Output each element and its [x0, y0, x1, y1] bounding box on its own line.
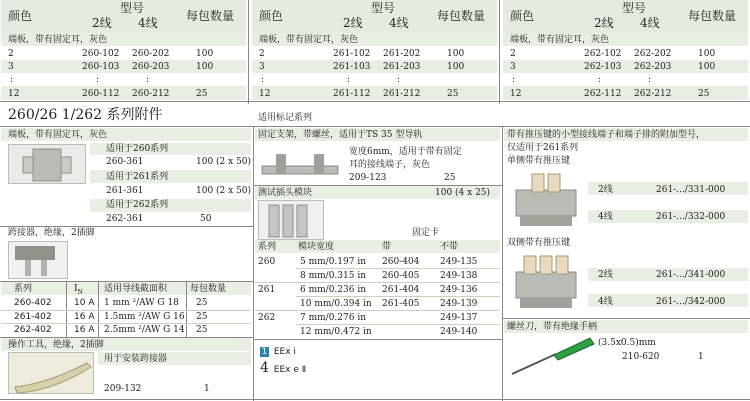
- tool-desc: 用于安装跨接器: [104, 354, 168, 364]
- fixing-row: 249-140: [440, 327, 478, 337]
- push-d2-code: 261-.../341-000: [656, 270, 726, 280]
- jumper-row: 25: [196, 325, 208, 335]
- fixing-row: 249-136: [440, 285, 478, 295]
- bracket-d2: 耳的接线端子，灰色: [349, 160, 431, 170]
- bracket-qty: 25: [444, 173, 456, 183]
- cell: 261-202: [383, 49, 421, 59]
- cell: 3: [259, 62, 265, 72]
- push-t2: 仅适用于261系列: [507, 143, 579, 153]
- header-pack: 每包数量: [186, 9, 235, 23]
- cell: 2: [510, 49, 516, 59]
- endplate-l2: 适用于261系列: [106, 172, 169, 182]
- cell: :: [648, 75, 652, 85]
- terminal-double-image: [510, 250, 582, 314]
- test-plug-image: [258, 200, 324, 240]
- fixing-h-with: 带: [382, 242, 392, 252]
- cell: 3: [510, 62, 516, 72]
- push-d2-label: 2线: [598, 270, 613, 280]
- push-s4-label: 4线: [598, 212, 613, 222]
- screwdriver-size: (3.5x0.5)mm: [598, 338, 656, 348]
- jumper-row: 25: [196, 312, 208, 322]
- cell: 100: [698, 62, 716, 72]
- jumper-row: 261-402: [14, 312, 52, 322]
- fixing-row: 261: [258, 285, 276, 295]
- header-model: 型号: [120, 1, 145, 15]
- endplate-image: [8, 144, 86, 184]
- fixing-row: 7 mm/0.276 in: [300, 313, 366, 323]
- eex-num-2: 4: [260, 360, 269, 376]
- cell: 25: [447, 89, 459, 99]
- jumper-row: 16 A: [74, 325, 95, 335]
- cell: :: [397, 75, 401, 85]
- cell: 12: [259, 89, 271, 99]
- cell: 261-102: [333, 49, 371, 59]
- fixing-row: 5 mm/0.197 in: [300, 257, 366, 267]
- tool-image: [8, 352, 94, 394]
- screwdriver-qty: 1: [698, 352, 704, 362]
- cell: 3: [8, 62, 14, 72]
- fixing-row: 261-405: [382, 299, 420, 309]
- header-color: 颜色: [8, 9, 33, 23]
- endplate-c1: 260-361: [106, 157, 144, 167]
- tool-qty: 1: [204, 384, 210, 394]
- cell: :: [512, 75, 516, 85]
- fixing-h-without: 不带: [440, 242, 459, 252]
- fixing-row: 260: [258, 257, 276, 267]
- cell: 262-102: [584, 49, 622, 59]
- fixing-header-band: [255, 240, 500, 253]
- cell: 100: [447, 62, 465, 72]
- push-s2-code: 261-.../331-000: [656, 185, 726, 195]
- endplate-c3: 262-361: [106, 214, 144, 224]
- jumper-row: 16 A: [74, 312, 95, 322]
- tool-title: 操作工具，绝缘，2插脚: [8, 340, 104, 350]
- cell: :: [96, 75, 100, 85]
- fixing-h-width: 模块宽度: [298, 242, 335, 252]
- endplate-q1: 100 (2 x 50): [196, 157, 252, 167]
- cell: :: [347, 75, 351, 85]
- endplate-q2: 100 (2 x 50): [196, 186, 252, 196]
- cell: 260-212: [132, 89, 170, 99]
- fixing-row: 249-137: [440, 313, 478, 323]
- header-4wire: 4线: [389, 16, 409, 30]
- fixing-row: 10 mm/0.394 in: [300, 299, 372, 309]
- bracket-title: 固定支架，带螺丝，适用于TS 35 型导轨: [258, 130, 423, 140]
- cell: :: [261, 75, 265, 85]
- jumper-row: 262-402: [14, 325, 52, 335]
- push-double: 双侧带有推压键: [507, 238, 571, 248]
- panel-subtitle: 端板，带有固定耳，灰色: [510, 35, 610, 45]
- test-qty: 100 (4 x 25): [435, 188, 491, 198]
- marker-series-title: 适用标记系列: [258, 113, 313, 123]
- bracket-image: [258, 146, 342, 184]
- eex-text-1: EEx i: [273, 347, 296, 357]
- cell: 261-203: [383, 62, 421, 72]
- row-band-3b: [503, 86, 748, 100]
- bracket-code: 209-123: [349, 173, 387, 183]
- cell: 261-112: [333, 89, 371, 99]
- cell: 100: [196, 62, 214, 72]
- cell: 100: [698, 49, 716, 59]
- header-2wire: 2线: [594, 16, 614, 30]
- fixing-row: 260-404: [382, 257, 420, 267]
- jumper-h-pack: 每包数量: [190, 284, 227, 294]
- jumper-row: 25: [196, 298, 208, 308]
- fixing-row: 6 mm/0.236 in: [300, 285, 366, 295]
- push-single: 单侧带有推压键: [507, 156, 571, 166]
- cell: 260-103: [82, 62, 120, 72]
- header-2wire: 2线: [92, 16, 112, 30]
- cell: 262-203: [634, 62, 672, 72]
- cell: 2: [259, 49, 265, 59]
- header-2wire: 2线: [343, 16, 363, 30]
- endplate-q3: 50: [200, 214, 212, 224]
- fixing-row: 249-138: [440, 271, 478, 281]
- jumper-title: 跨接器，绝缘，2插脚: [8, 228, 95, 238]
- jumper-row: 1.5mm ²/AW G 16: [104, 312, 185, 322]
- cell: :: [10, 75, 14, 85]
- jumper-h-in: [74, 284, 83, 297]
- push-t1: 带有推压键的小型接线端子和端子排的附加型号，: [507, 130, 706, 140]
- screwdriver-title: 螺丝刀，带有绝缘手柄: [507, 322, 598, 332]
- fixing-row: 262: [258, 313, 276, 323]
- fixing-row: 12 mm/0.472 in: [300, 327, 372, 337]
- eex-num-1: 1: [261, 347, 268, 357]
- header-model: 型号: [371, 1, 396, 15]
- test-title: 测试插头模块: [258, 188, 313, 198]
- jumper-row: 260-402: [14, 298, 52, 308]
- cell: 261-212: [383, 89, 421, 99]
- cell: :: [598, 75, 602, 85]
- push-s2-label: 2线: [598, 185, 613, 195]
- cell: 262-202: [634, 49, 672, 59]
- cell: 260-102: [82, 49, 120, 59]
- cell: 100: [447, 49, 465, 59]
- jumper-image: [8, 241, 68, 279]
- tool-code: 209-132: [104, 384, 142, 394]
- screwdriver-image: [508, 336, 598, 378]
- cell: 12: [510, 89, 522, 99]
- fixing-row: 261-404: [382, 285, 420, 295]
- endplate-title: 端板，带有固定耳，灰色: [8, 130, 108, 140]
- header-color: 颜色: [510, 9, 535, 23]
- header-4wire: 4线: [640, 16, 660, 30]
- cell: 25: [698, 89, 710, 99]
- screwdriver-code: 210-620: [622, 352, 660, 362]
- fixing-h-series: 系列: [258, 242, 277, 252]
- panel-subtitle: 端板，带有固定耳，灰色: [8, 35, 108, 45]
- fixing-row: 249-139: [440, 299, 478, 309]
- header-pack: 每包数量: [437, 9, 486, 23]
- eex-line-2: [260, 360, 306, 376]
- endplate-c2: 261-361: [106, 186, 144, 196]
- cell: 2: [8, 49, 14, 59]
- jumper-h-wire: 适用导线截面积: [104, 284, 168, 294]
- header-pack: 每包数量: [688, 9, 737, 23]
- terminal-single-image: [510, 168, 582, 232]
- bracket-d1: 宽度6mm，适用于带有固定: [349, 147, 462, 157]
- jumper-row: 1 mm ²/AW G 18: [104, 298, 179, 308]
- endplate-l1: 适用于260系列: [106, 144, 169, 154]
- push-s4-code: 261-.../332-000: [656, 212, 726, 222]
- fixing-row: 260-405: [382, 271, 420, 281]
- endplate-l3: 适用于262系列: [106, 200, 169, 210]
- cell: :: [146, 75, 150, 85]
- fixing-row: 249-135: [440, 257, 478, 267]
- header-color: 颜色: [259, 9, 284, 23]
- header-4wire: 4线: [138, 16, 158, 30]
- panel-subtitle: 端板，带有固定耳，灰色: [259, 35, 359, 45]
- push-d4-label: 4线: [598, 297, 613, 307]
- cell: 260-112: [82, 89, 120, 99]
- eex-line-1: [260, 347, 296, 357]
- cell: 262-112: [584, 89, 622, 99]
- jumper-row: 10 A: [74, 298, 95, 308]
- cell: 12: [8, 89, 20, 99]
- cell: 260-202: [132, 49, 170, 59]
- fixing-row: 8 mm/0.315 in: [300, 271, 366, 281]
- row-band-1b: [1, 86, 246, 100]
- cell: 261-103: [333, 62, 371, 72]
- jumper-row: 2.5mm ²/AW G 14: [104, 325, 185, 335]
- jumper-h-in-sub: N: [77, 288, 83, 296]
- row-band-2b: [252, 86, 497, 100]
- push-d4-code: 261-.../342-000: [656, 297, 726, 307]
- fixing-title: 固定卡: [412, 228, 440, 238]
- section-title: 260/26 1/262 系列附件: [8, 107, 163, 123]
- cell: 260-203: [132, 62, 170, 72]
- cell: 100: [196, 49, 214, 59]
- jumper-h-in-letter: I: [74, 284, 78, 294]
- cell: 262-103: [584, 62, 622, 72]
- eex-text-2: EEx e Ⅱ: [273, 365, 307, 375]
- cell: 25: [196, 89, 208, 99]
- cell: 262-212: [634, 89, 672, 99]
- header-model: 型号: [622, 1, 647, 15]
- jumper-h-series: 系列: [14, 284, 33, 294]
